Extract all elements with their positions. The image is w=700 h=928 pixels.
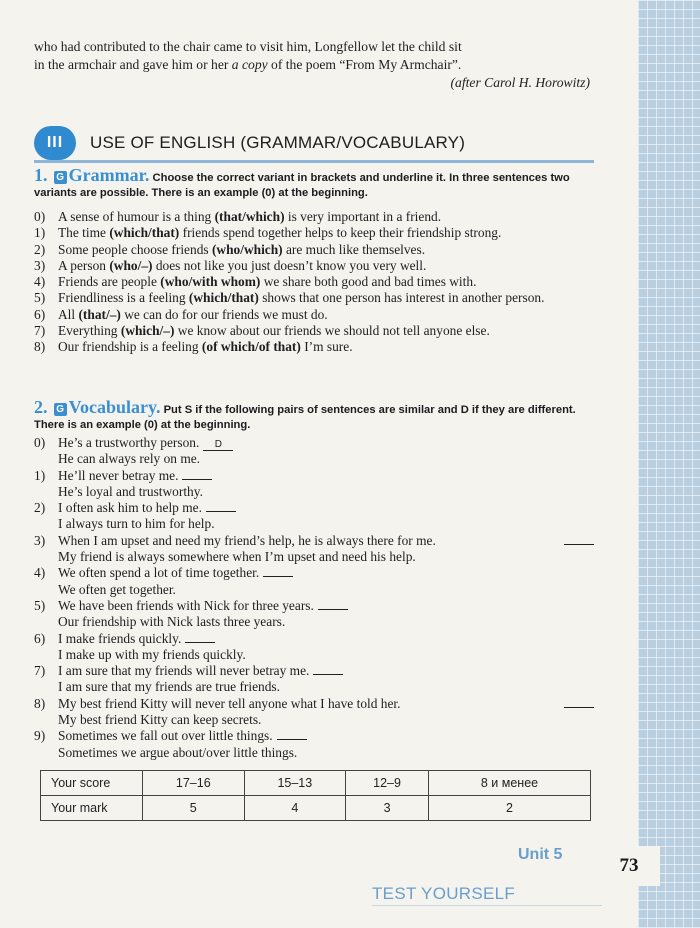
sentence-one: We often spend a lot of time together.: [58, 565, 594, 581]
sentence-one: I make friends quickly.: [58, 631, 594, 647]
sentence-two: He can always rely on me.: [58, 451, 201, 467]
vocabulary-instruction: Put S if the following pairs of sentences are similar and D if they are different. There is an example (0) at the beginning.: [34, 404, 576, 431]
grammar-exercise: [34, 165, 594, 356]
bracket-choice[interactable]: (which/that): [188, 290, 259, 306]
vocabulary-heading: 2. G Vocabulary. Put S if the following pairs of sentences are similar and D if they are different. There is an example (0) at the beginning.: [34, 397, 576, 431]
answer-blank[interactable]: [564, 696, 594, 708]
sentence-two: My best friend Kitty can keep secrets.: [58, 712, 262, 728]
answer-blank[interactable]: [185, 631, 215, 643]
page-number: 73: [598, 846, 660, 886]
sentence-one: I am sure that my friends will never betray me.: [58, 663, 594, 679]
item-number: 4): [34, 565, 46, 581]
item-number: 5): [34, 290, 46, 306]
vocabulary-item: [34, 728, 594, 761]
vocabulary-item: [34, 500, 594, 533]
intro-text: [34, 38, 594, 92]
grammar-instruction: Choose the correct variant in brackets and underline it. In three sentences two variants are possible. There is an example (0) at the beginning.: [34, 172, 570, 199]
vocabulary-item: [34, 565, 594, 598]
bracket-choice[interactable]: (who/which): [211, 241, 283, 257]
section-header: [34, 126, 594, 160]
item-number: 5): [34, 597, 46, 613]
answer-blank[interactable]: [263, 565, 293, 577]
grammar-item: 1) The time (which/that) friends spend together helps to keep their friendship strong.: [34, 225, 502, 241]
grammar-item: 6) All (that/–) we can do for our friends we must do.: [34, 306, 328, 322]
bracket-choice[interactable]: (that/which): [214, 209, 285, 224]
vocabulary-item: [34, 696, 594, 729]
sentence-one: He’s a trustworthy person. D: [58, 435, 594, 451]
score-cell: 15–13: [244, 771, 346, 796]
grammar-item: 5) Friendliness is a feeling (which/that) shows that one person has interest in another person.: [34, 290, 545, 306]
grammar-item: 7) Everything (which/–) we know about our friends we should not tell anyone else.: [34, 323, 490, 339]
sentence-two: He’s loyal and trustworthy.: [58, 483, 203, 499]
item-number: 4): [34, 274, 46, 290]
vocabulary-item: [34, 533, 594, 566]
score-label: Your score: [41, 771, 143, 796]
answer-blank[interactable]: [277, 728, 307, 740]
grammar-heading: 1. G Grammar. Choose the correct variant in brackets and underline it. In three sentences two variants are possible. There is an example (0) at the beginning.: [34, 165, 570, 199]
vocabulary-item: [34, 435, 594, 468]
grammar-item: 4) Friends are people (who/with whom) we share both good and bad times with.: [34, 274, 477, 290]
grammar-item: 2) Some people choose friends (who/which) are much like themselves.: [34, 241, 426, 257]
sentence-one: We have been friends with Nick for three years.: [58, 598, 594, 614]
intro-line-2: in the armchair and gave him or her a copy of the poem “From My Armchair”.: [34, 57, 462, 72]
item-number: 3): [34, 532, 46, 548]
vocabulary-item: [34, 598, 594, 631]
item-number: 0): [34, 209, 46, 224]
sentence-one: I often ask him to help me.: [58, 500, 594, 516]
sentence-two: I make up with my friends quickly.: [58, 646, 246, 662]
item-number: 9): [34, 728, 46, 744]
grammar-icon: G: [54, 171, 67, 184]
intro-line-1: who had contributed to the chair came to visit him, Longfellow let the child sit: [34, 39, 462, 54]
sentence-two: Our friendship with Nick lasts three years.: [58, 614, 286, 630]
vocabulary-item: [34, 631, 594, 664]
item-number: 6): [34, 306, 46, 322]
bracket-choice[interactable]: (of which/of that): [201, 339, 301, 355]
item-number: 8): [34, 695, 46, 711]
sentence-two: My friend is always somewhere when I’m upset and need his help.: [58, 549, 416, 565]
score-row: [41, 771, 591, 796]
answer-blank[interactable]: D: [203, 439, 233, 451]
item-number: 7): [34, 323, 46, 339]
footer-section-title: TEST YOURSELF: [372, 884, 516, 903]
bracket-choice[interactable]: (that/–): [78, 306, 121, 322]
bracket-choice[interactable]: (who/with whom): [160, 274, 261, 290]
section-title: USE OF ENGLISH (GRAMMAR/VOCABULARY): [90, 133, 466, 152]
mark-cell: 4: [244, 796, 346, 821]
answer-blank[interactable]: [182, 468, 212, 480]
answer-blank[interactable]: [318, 598, 348, 610]
vocabulary-icon: G: [54, 403, 67, 416]
score-cell: 17–16: [143, 771, 245, 796]
score-table: [40, 770, 591, 821]
item-number: 1): [34, 467, 46, 483]
sentence-two: I always turn to him for help.: [58, 516, 215, 532]
bracket-choice[interactable]: (who/–): [109, 257, 153, 273]
item-number: 2): [34, 500, 46, 516]
answer-blank[interactable]: [313, 663, 343, 675]
sentence-one: When I am upset and need my friend’s help, he is always there for me.: [58, 533, 594, 549]
item-number: 7): [34, 663, 46, 679]
sentence-two: Sometimes we argue about/over little things.: [58, 744, 298, 760]
score-cell: 8 и менее: [428, 771, 590, 796]
sentence-two: I am sure that my friends are true friends.: [58, 679, 280, 695]
answer-blank[interactable]: [564, 533, 594, 545]
item-number: 6): [34, 630, 46, 646]
sentence-one: My best friend Kitty will never tell anyone what I have told her.: [58, 696, 594, 712]
item-number: 2): [34, 241, 46, 257]
footer-divider: [372, 905, 602, 906]
vocabulary-exercise: [34, 397, 594, 761]
item-number: 3): [34, 257, 46, 273]
mark-cell: 2: [428, 796, 590, 821]
sentence-one: Sometimes we fall out over little things.: [58, 728, 594, 744]
unit-label: Unit 5: [518, 846, 563, 863]
grammar-items: [34, 209, 594, 356]
item-number: 0): [34, 435, 46, 450]
answer-blank[interactable]: [206, 500, 236, 512]
grammar-item: 3) A person (who/–) does not like you just doesn’t know you very well.: [34, 257, 427, 273]
sentence-two: We often get together.: [58, 581, 176, 597]
item-number: 1): [34, 225, 46, 241]
bracket-choice[interactable]: (which/that): [109, 225, 180, 241]
attribution: (after Carol H. Horowitz): [450, 75, 590, 90]
vocabulary-items: [34, 435, 594, 761]
mark-row: [41, 796, 591, 821]
mark-label: Your mark: [41, 796, 143, 821]
bracket-choice[interactable]: (which/–): [120, 323, 175, 339]
mark-cell: 3: [346, 796, 429, 821]
vocabulary-item: [34, 663, 594, 696]
side-grid-decoration: [638, 0, 700, 928]
score-cell: 12–9: [346, 771, 429, 796]
grammar-item: 0) A sense of humour is a thing (that/which) is very important in a friend.: [34, 209, 442, 224]
grammar-item: 8) Our friendship is a feeling (of which/of that) I’m sure.: [34, 339, 353, 355]
vocabulary-item: [34, 468, 594, 501]
section-badge: III: [34, 126, 76, 160]
mark-cell: 5: [143, 796, 245, 821]
sentence-one: He’ll never betray me.: [58, 468, 594, 484]
item-number: 8): [34, 339, 46, 355]
section-divider: [34, 160, 594, 163]
